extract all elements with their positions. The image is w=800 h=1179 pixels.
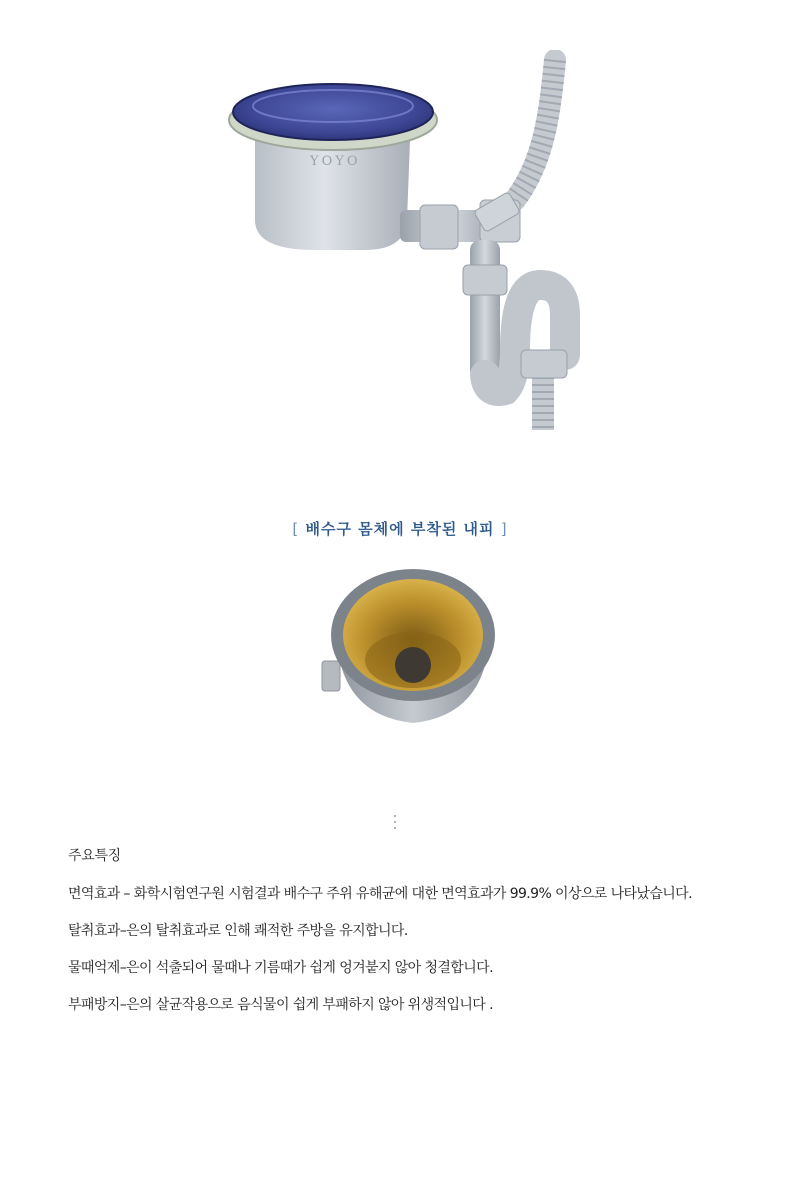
caption-open-bracket: [ xyxy=(292,520,300,538)
image-caption xyxy=(0,518,800,539)
feature-line: 면역효과 – 화학시험연구원 시험결과 배수구 주위 유해균에 대한 면역효과가 99.9% 이상으로 나타났습니다. xyxy=(68,886,692,902)
features-heading: 주요특징 xyxy=(68,848,121,864)
caption-close-bracket: ] xyxy=(500,520,508,538)
inner-cap-photo xyxy=(318,565,508,735)
feature-line: 부패방지–은의 살균작용으로 음식물이 쉽게 부패하지 않아 위생적입니다 . xyxy=(68,997,493,1013)
features-section xyxy=(68,846,768,1032)
dotted-separator xyxy=(393,815,397,835)
feature-line: 물때억제–은이 석출되어 물때나 기름때가 쉽게 엉겨붙지 않아 청결합니다. xyxy=(68,960,493,976)
feature-line: 탈취효과–은의 탈취효과로 인해 쾌적한 주방을 유지합니다. xyxy=(68,923,408,939)
caption-text: 배수구 몸체에 부착된 내피 xyxy=(305,520,495,538)
product-photo xyxy=(215,50,585,445)
svg-text:YOYO: YOYO xyxy=(310,154,361,169)
